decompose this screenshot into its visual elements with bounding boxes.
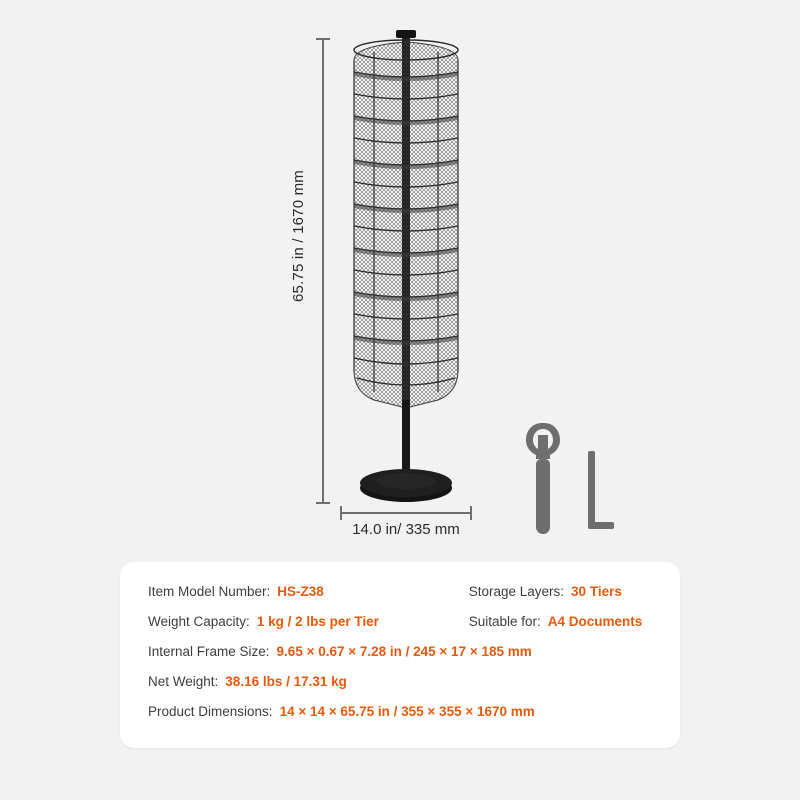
spec-internal-frame-size [148, 644, 532, 659]
spec-value: HS-Z38 [277, 584, 324, 599]
specification-rows [120, 562, 680, 734]
spec-row [120, 674, 680, 704]
spec-row [120, 614, 680, 644]
spec-value: 14 × 14 × 65.75 in / 355 × 355 × 1670 mm [279, 704, 535, 719]
rotating-mesh-document-rack-image [330, 20, 490, 510]
spec-row [120, 704, 680, 734]
width-dimension-label: 14.0 in/ 335 mm [352, 521, 460, 538]
spec-value: 9.65 × 0.67 × 7.28 in / 245 × 17 × 185 mm [276, 644, 532, 659]
spec-weight-capacity [148, 614, 469, 629]
spec-label: Suitable for: [468, 614, 541, 629]
spec-value: 38.16 lbs / 17.31 kg [225, 674, 347, 689]
spec-storage-layers [469, 584, 652, 599]
spec-value: 30 Tiers [571, 584, 622, 599]
specification-card [120, 562, 680, 748]
spec-label: Product Dimensions: [148, 704, 273, 719]
spec-label: Weight Capacity: [148, 614, 250, 629]
width-dimension-line [340, 512, 472, 514]
height-dimension-label: 65.75 in / 1670 mm [290, 170, 307, 303]
spec-suitable-for [469, 614, 652, 629]
spec-net-weight [148, 674, 498, 689]
hex-key-tool [588, 451, 614, 529]
spec-label: Item Model Number: [148, 584, 271, 599]
spec-label: Internal Frame Size: [148, 644, 270, 659]
accessory-tools-image [520, 415, 630, 540]
spec-label: Net Weight: [148, 674, 219, 689]
spec-row [120, 584, 680, 614]
height-dimension-line [322, 38, 324, 504]
spec-product-dimensions [148, 704, 535, 719]
spec-label: Storage Layers: [468, 584, 565, 599]
spec-value: 1 kg / 2 lbs per Tier [256, 614, 379, 629]
spec-item-model-number [148, 584, 469, 599]
spec-row [120, 644, 680, 674]
wrench-tool [526, 423, 560, 534]
spec-value: A4 Documents [547, 614, 643, 629]
